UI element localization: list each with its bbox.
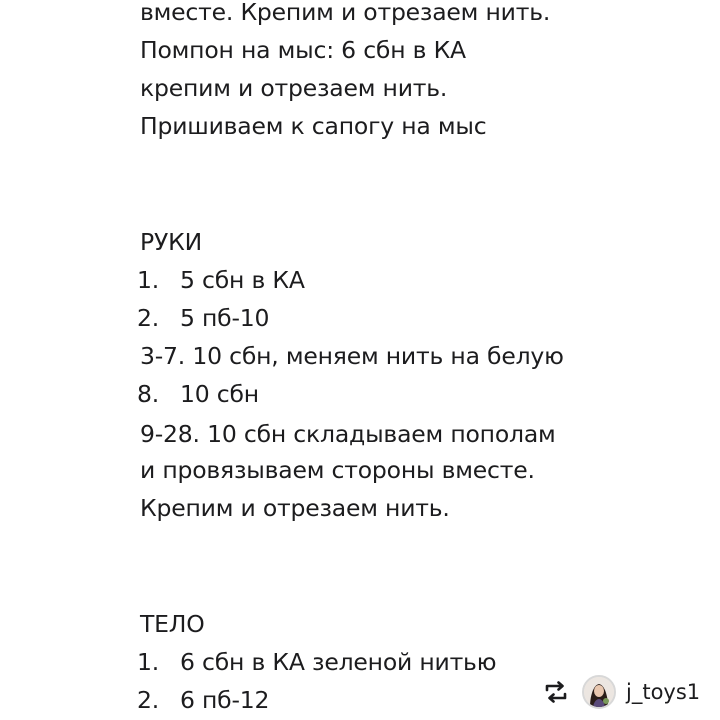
section-heading-body: ТЕЛО: [140, 610, 205, 638]
text-line: вместе. Крепим и отрезаем нить.: [140, 0, 551, 26]
list-number: 1.: [136, 266, 159, 294]
list-text: 6 пб-12: [180, 686, 270, 714]
list-item: [123, 264, 305, 296]
repost-icon: [540, 678, 572, 706]
list-text: 6 сбн в КА зеленой нитью: [180, 648, 497, 676]
text-line: и провязываем стороны вместе.: [140, 456, 535, 484]
list-text: 5 сбн в КА: [180, 266, 305, 294]
repost-credit[interactable]: [540, 672, 700, 712]
text-line: 3-7. 10 сбн, меняем нить на белую: [140, 342, 564, 370]
list-number: 2.: [136, 304, 159, 332]
list-number: 8.: [136, 380, 159, 408]
list-item: [123, 646, 496, 678]
text-line: Помпон на мыс: 6 сбн в КА: [140, 36, 466, 64]
author-handle[interactable]: j_toys1: [626, 680, 701, 704]
list-number: 1.: [136, 648, 159, 676]
section-heading-arms: РУКИ: [140, 228, 202, 256]
list-text: 10 сбн: [180, 380, 259, 408]
list-item: [123, 378, 259, 410]
text-line: 9-28. 10 сбн складываем пополам: [140, 420, 556, 448]
avatar[interactable]: [582, 675, 616, 709]
text-line: Пришиваем к сапогу на мыс: [140, 112, 487, 140]
text-line: крепим и отрезаем нить.: [140, 74, 448, 102]
list-number: 2.: [136, 686, 159, 714]
list-item: [123, 684, 269, 716]
list-item: [123, 302, 269, 334]
list-text: 5 пб-10: [180, 304, 270, 332]
text-line: Крепим и отрезаем нить.: [140, 494, 450, 522]
